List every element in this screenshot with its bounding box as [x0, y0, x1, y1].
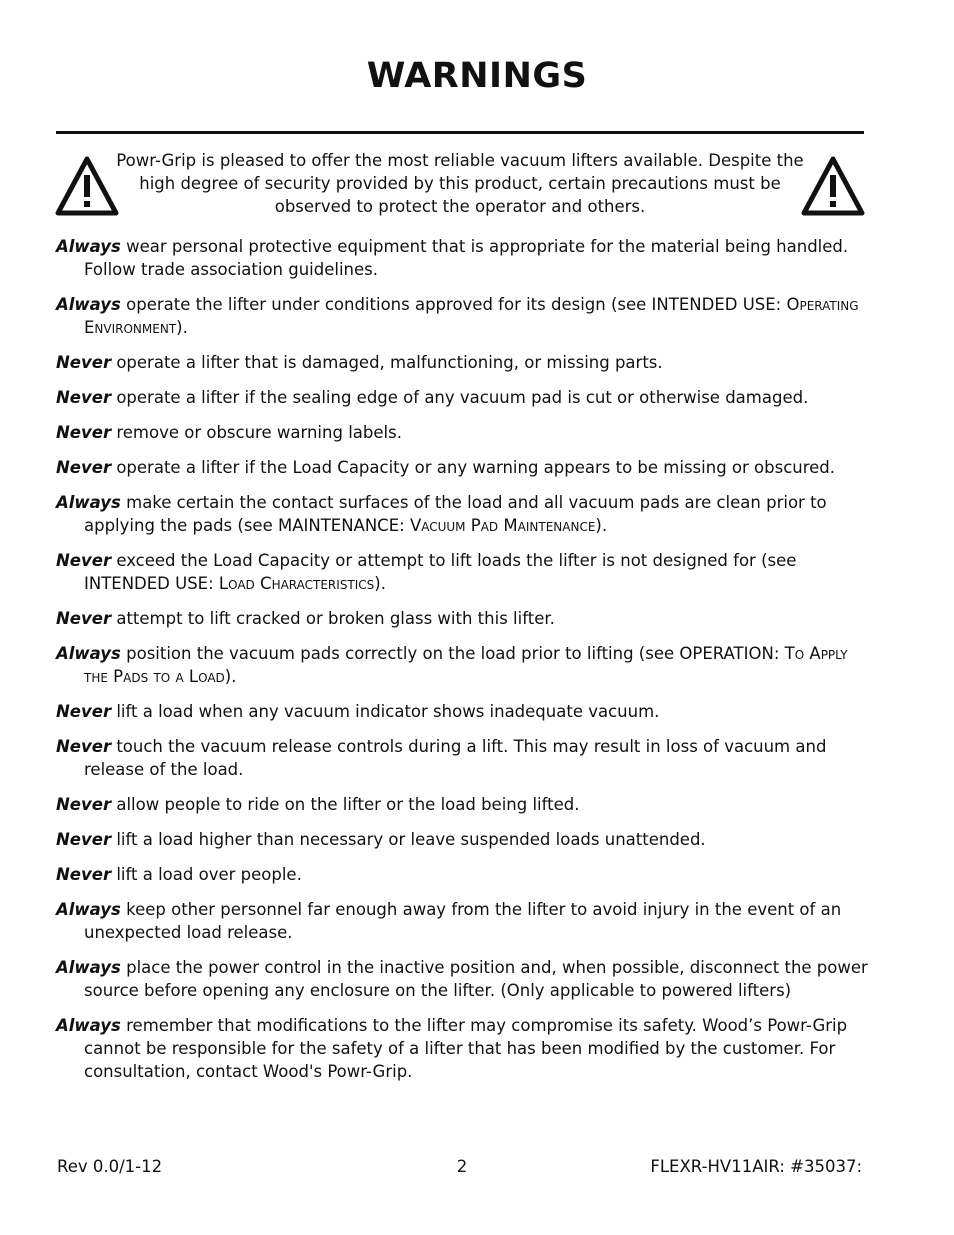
section-reference: Load Characteristics [218, 574, 375, 593]
warning-text: remove or obscure warning labels. [111, 423, 402, 442]
warning-text: lift a load higher than necessary or leave suspended loads unattended. [111, 830, 706, 849]
warning-item [56, 863, 868, 886]
warning-text: lift a load when any vacuum indicator shows inadequate vacuum. [111, 702, 660, 721]
warning-keyword: Never [56, 609, 112, 628]
footer-page-number: 2 [456, 1157, 468, 1176]
warning-text: operate the lifter under conditions approved for its design (see INTENDED USE: [120, 295, 787, 314]
warning-text: keep other personnel far enough away from the lifter to avoid injury in the event of an unexpected load release. [84, 900, 842, 942]
warning-text-tail: ). [176, 318, 188, 337]
warning-keyword: Always [56, 1016, 121, 1035]
title-divider [56, 131, 864, 134]
footer-model: FLEXR-HV11AIR: #35037: [650, 1157, 862, 1176]
warning-text: operate a lifter that is damaged, malfunctioning, or missing parts. [111, 353, 663, 372]
warning-item [56, 642, 868, 688]
warning-keyword: Never [56, 388, 112, 407]
warning-keyword: Always [56, 295, 121, 314]
warning-keyword: Never [56, 737, 112, 756]
intro-paragraph: Powr-Grip is pleased to offer the most reliable vacuum lifters available. Despite the high degree of security provided by this product, certain precautions must be observed to protect the operator and others. [116, 151, 804, 216]
warning-keyword: Never [56, 551, 112, 570]
warning-text: touch the vacuum release controls during a lift. This may result in loss of vacuum and release of the load. [84, 737, 827, 779]
warning-keyword: Never [56, 795, 112, 814]
section-reference: To Apply the Pads to a Load [84, 644, 848, 686]
warning-item [56, 235, 868, 281]
warning-keyword: Never [56, 702, 112, 721]
warning-item [56, 735, 868, 781]
section-reference: Vacuum Pad Maintenance [409, 516, 596, 535]
warnings-list [56, 235, 868, 1095]
warning-text: exceed the Load Capacity or attempt to lift loads the lifter is not designed for (see INTENDED USE: [84, 551, 797, 593]
warning-keyword: Never [56, 458, 112, 477]
warning-item [56, 549, 868, 595]
warning-item [56, 456, 868, 479]
warning-item [56, 293, 868, 339]
warning-item [56, 828, 868, 851]
warning-text: place the power control in the inactive position and, when possible, disconnect the power source before opening any enclosure on the lifter. (Only applicable to powered lifters) [84, 958, 868, 1000]
warning-keyword: Always [56, 644, 121, 663]
warning-text: allow people to ride on the lifter or the load being lifted. [111, 795, 580, 814]
warning-triangle-icon [801, 155, 865, 217]
warning-item [56, 421, 868, 444]
warning-item [56, 898, 868, 944]
section-reference: Operating Environment [84, 295, 859, 337]
warning-keyword: Always [56, 900, 121, 919]
warning-keyword: Never [56, 865, 112, 884]
warning-keyword: Always [56, 493, 121, 512]
warning-text: position the vacuum pads correctly on the load prior to lifting (see OPERATION: [120, 644, 785, 663]
warning-item [56, 351, 868, 374]
warning-keyword: Never [56, 353, 112, 372]
warning-keyword: Always [56, 958, 121, 977]
warning-text-tail: ). [224, 667, 237, 686]
warning-text: attempt to lift cracked or broken glass with this lifter. [111, 609, 555, 628]
warning-text: operate a lifter if the sealing edge of any vacuum pad is cut or otherwise damaged. [111, 388, 809, 407]
warning-item [56, 491, 868, 537]
footer-revision: Rev 0.0/1-12 [57, 1157, 163, 1176]
warning-item [56, 607, 868, 630]
warning-keyword: Never [56, 830, 112, 849]
warning-text: make certain the contact surfaces of the load and all vacuum pads are clean prior to applying the pads (see MAINTENANCE: [84, 493, 827, 535]
warning-text: wear personal protective equipment that is appropriate for the material being handled. Follow trade association guidelines. [84, 237, 849, 279]
warning-item [56, 956, 868, 1002]
page-title: WARNINGS [366, 56, 588, 96]
warning-keyword: Never [56, 423, 112, 442]
warning-item [56, 386, 868, 409]
warning-item [56, 793, 868, 816]
warning-text-tail: ). [595, 516, 608, 535]
warning-keyword: Always [56, 237, 121, 256]
warning-text-tail: ). [374, 574, 386, 593]
warning-text: operate a lifter if the Load Capacity or any warning appears to be missing or obscured. [111, 458, 836, 477]
warning-text: lift a load over people. [111, 865, 302, 884]
warning-item [56, 700, 868, 723]
warning-item [56, 1014, 868, 1083]
warning-text: remember that modifications to the lifter may compromise its safety. Wood’s Powr-Grip cannot be responsible for the safety of a lifter that has been modified by the customer. For consultation, contact Wood's Powr-Grip. [84, 1016, 848, 1081]
